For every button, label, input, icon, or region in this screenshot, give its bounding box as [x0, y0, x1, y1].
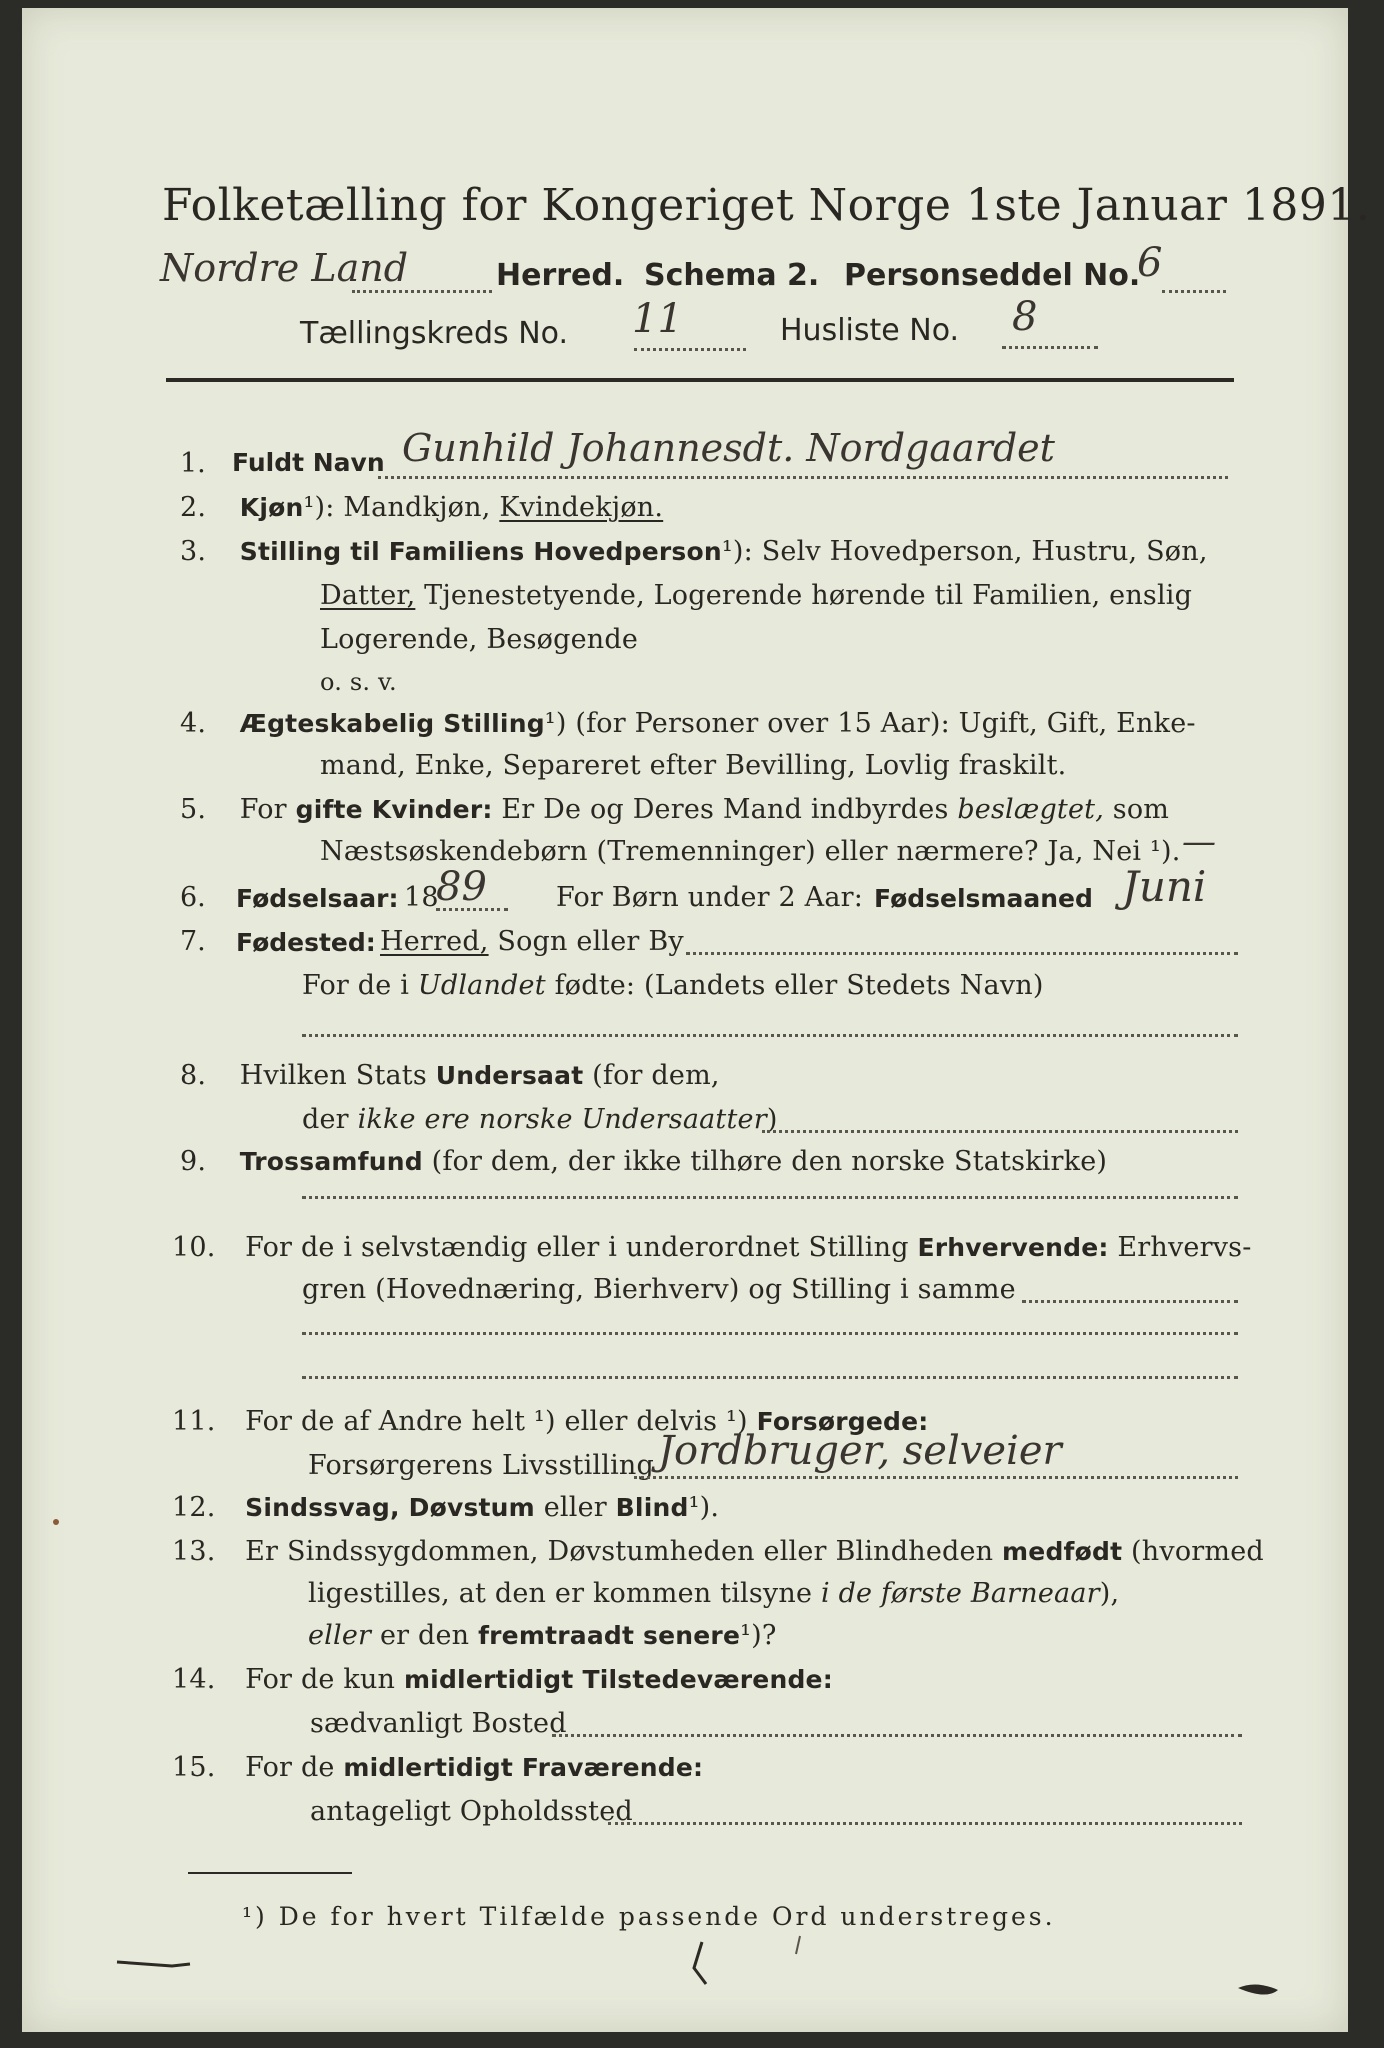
footnote-rule: [188, 1872, 352, 1874]
item-8-line-1-b: (for dem,: [592, 1060, 720, 1091]
item-13-line-2-italic: i de første Barneaar: [820, 1578, 1100, 1609]
item-11-label: Forsørgede:: [756, 1407, 929, 1436]
item-12: [172, 1492, 719, 1523]
provider-occupation-handwritten: Jordbruger, selveier: [658, 1428, 1062, 1474]
item-3-line-1: [180, 536, 1208, 567]
item-14-dotted-line: [552, 1734, 1242, 1737]
item-11-line-2: Forsørgerens Livsstilling: [308, 1450, 655, 1481]
item-9-rest: (for dem, der ikke tilhøre den norske Statskirke): [431, 1146, 1108, 1177]
item-2-sup: ¹: [303, 492, 315, 523]
item-15-label: midlertidigt Fraværende:: [343, 1753, 704, 1782]
item-10-blank-line-2: [302, 1332, 1238, 1335]
item-3-line-2-rest: Tjenestetyende, Logerende hørende til Familien, enslig: [424, 580, 1193, 611]
taellingskreds-label: Tællingskreds No.: [300, 316, 568, 351]
item-8-line-1: [180, 1060, 720, 1091]
item-8-line-1-a: Hvilken Stats: [239, 1060, 427, 1091]
item-11-number: 11.: [172, 1406, 216, 1437]
item-6-middle: For Børn under 2 Aar:: [556, 882, 864, 913]
item-5-answer-handwritten: —: [1182, 822, 1216, 862]
item-3-number: 3.: [180, 536, 207, 567]
item-4-line-2: mand, Enke, Separeret efter Bevilling, Lovlig fraskilt.: [320, 750, 1067, 781]
item-5-prefix: For: [239, 794, 287, 825]
birth-year-handwritten: 89: [436, 864, 487, 910]
item-8-dotted-line: [762, 1130, 1238, 1133]
item-5-line-1: [180, 794, 1169, 825]
item-9-line-1: [180, 1146, 1107, 1177]
ink-mark-center: [694, 1942, 706, 1984]
item-10-number: 10.: [172, 1232, 216, 1263]
item-9-label: Trossamfund: [239, 1147, 423, 1176]
item-3-line-3: Logerende, Besøgende: [320, 624, 638, 655]
item-4-number: 4.: [180, 708, 207, 739]
husliste-handwritten: 8: [1012, 294, 1038, 340]
herred-handwritten: Nordre Land: [160, 246, 409, 290]
item-12-number: 12.: [172, 1492, 216, 1523]
herred-label: Herred.: [496, 258, 625, 293]
taellingskreds-handwritten: 11: [632, 296, 683, 342]
item-3-line-1-rest: ¹): Selv Hovedperson, Hustru, Søn,: [721, 536, 1208, 567]
personseddel-label: Personseddel No.: [844, 258, 1141, 293]
item-10-dotted-line-1: [1022, 1300, 1238, 1303]
item-1-number: 1.: [180, 448, 206, 479]
item-2-answer-underlined: Kvindekjøn.: [499, 492, 664, 523]
item-5-label: gifte Kvinder:: [295, 795, 493, 824]
item-3-line-4: o. s. v.: [320, 668, 397, 696]
taellingskreds-dotted-line: [634, 348, 746, 351]
item-5-line-1-rest: Er De og Deres Mand indbyrdes: [501, 794, 949, 825]
item-4-line-1: [180, 708, 1196, 739]
item-13-label: medfødt: [1002, 1537, 1123, 1566]
item-8-line-2-b: ): [766, 1104, 778, 1135]
schema-label: Schema 2.: [644, 258, 820, 293]
item-13-line-3-b: ¹)?: [740, 1620, 777, 1651]
item-3-label: Stilling til Familiens Hovedperson: [239, 537, 722, 566]
item-5-number: 5.: [180, 794, 207, 825]
item-7-line-2-italic: Udlandet: [417, 970, 546, 1001]
item-7-line-2-b: fødte: (Landets eller Stedets Navn): [554, 970, 1044, 1001]
item-8-line-2-italic: ikke ere norske Undersaatter: [357, 1104, 767, 1135]
item-13-line-2-a: ligestilles, at den er kommen tilsyne: [308, 1578, 813, 1609]
item-13-line-3-italic: eller: [308, 1620, 372, 1651]
item-14-line-2: sædvanligt Bosted: [310, 1708, 567, 1739]
item-6-year-prefix: 18: [404, 882, 439, 913]
item-13-line-3-label: fremtraadt senere: [478, 1621, 741, 1650]
ink-mark-tick: [796, 1936, 800, 1954]
item-2-rest: ): Mandkjøn,: [314, 492, 491, 523]
item-13-line-1-a: Er Sindssygdommen, Døvstumheden eller Blindheden: [245, 1536, 994, 1567]
full-name-handwritten: Gunhild Johannesdt. Nordgaardet: [402, 426, 1055, 470]
item-8-line-2-a: der: [302, 1104, 349, 1135]
item-10-line-1-a: For de i selvstændig eller i underordnet Stilling: [245, 1232, 909, 1263]
item-3-answer-underlined: Datter,: [320, 580, 416, 611]
item-13-line-3-a: er den: [379, 1620, 470, 1651]
item-15-number: 15.: [172, 1752, 216, 1783]
item-6-label: Fødselsaar:: [236, 884, 399, 913]
item-9-blank-line: [302, 1196, 1238, 1199]
item-14-label: midlertidigt Tilstedeværende:: [403, 1665, 833, 1694]
item-10-line-2: gren (Hovednæring, Bierhverv) og Stilling i samme: [302, 1274, 1016, 1305]
personseddel-dotted-line: [1162, 290, 1226, 293]
ink-marks: [22, 8, 1348, 2032]
item-8-line-2: [302, 1104, 778, 1135]
item-12-rest: eller: [543, 1492, 607, 1523]
item-2-number: 2.: [180, 492, 207, 523]
item-5-italic: beslægtet,: [957, 794, 1104, 825]
item-6-year-dotted-line: [436, 908, 508, 911]
item-10-line-1: [172, 1232, 1252, 1263]
item-6-number: 6.: [180, 882, 206, 913]
item-11-line-1-a: For de af Andre helt ¹) eller delvis ¹): [245, 1406, 748, 1437]
item-2-label: Kjøn: [239, 493, 304, 522]
item-10-label: Erhvervende:: [917, 1233, 1109, 1262]
husliste-label: Husliste No.: [780, 313, 960, 348]
item-10-line-1-b: Erhvervs-: [1117, 1232, 1252, 1263]
birth-month-handwritten: Juni: [1122, 862, 1207, 911]
item-8-label: Undersaat: [435, 1061, 584, 1090]
header-rule: [166, 378, 1234, 382]
item-14-line-1-a: For de kun: [245, 1664, 396, 1695]
item-7-rest: [380, 926, 684, 957]
herred-dotted-line: [352, 290, 492, 293]
item-12-label: Sindssvag, Døvstum: [245, 1493, 535, 1522]
item-7-dotted-line: [686, 952, 1238, 955]
item-13-line-1-b: (hvormed: [1131, 1536, 1264, 1567]
item-13-line-3: [308, 1620, 777, 1651]
item-7-line-2-a: For de i: [302, 970, 410, 1001]
item-7-label: Fødested:: [236, 928, 376, 957]
item-13-line-2: [308, 1578, 1119, 1609]
census-form-page: [22, 8, 1371, 2032]
ink-smudge-right: [1238, 1984, 1278, 1994]
item-5-line-2: Næstsøskendebørn (Tremenninger) eller nærmere? Ja, Nei ¹).: [320, 836, 1181, 867]
item-4-line-1-rest: ¹) (for Personer over 15 Aar): Ugift, Gift, Enke-: [544, 708, 1196, 739]
item-11-dotted-line: [634, 1476, 1238, 1479]
item-7-blank-line: [302, 1034, 1238, 1037]
item-15-line-2: antageligt Opholdssted: [310, 1796, 633, 1827]
item-15-line-1-a: For de: [245, 1752, 335, 1783]
item-1-label: Fuldt Navn: [232, 448, 385, 477]
item-13-line-2-b: ),: [1099, 1578, 1120, 1609]
item-7-answer-underlined: Herred,: [380, 926, 489, 957]
item-15-line-1: [172, 1752, 703, 1783]
item-8-number: 8.: [180, 1060, 207, 1091]
item-6-label-2: Fødselsmaaned: [874, 884, 1093, 913]
item-7-number: 7.: [180, 926, 206, 957]
item-14-line-1: [172, 1664, 833, 1695]
item-4-label: Ægteskabelig Stilling: [239, 709, 545, 738]
item-15-dotted-line: [608, 1822, 1242, 1825]
item-12-end: ¹).: [688, 1492, 720, 1523]
ink-dot: [53, 1519, 59, 1525]
ink-mark-left: [117, 1962, 190, 1966]
item-3-line-2: [320, 580, 1192, 611]
item-9-number: 9.: [180, 1146, 207, 1177]
item-12-label-2: Blind: [615, 1493, 689, 1522]
item-14-number: 14.: [172, 1664, 216, 1695]
item-7-line-2: [302, 970, 1044, 1001]
husliste-dotted-line: [1002, 346, 1098, 349]
item-13-line-1: [172, 1536, 1264, 1567]
form-title: Folketælling for Kongeriget Norge 1ste Januar 1891.: [162, 180, 1371, 231]
personseddel-handwritten: 6: [1137, 240, 1163, 286]
item-2: [180, 492, 663, 523]
item-10-blank-line-3: [302, 1376, 1238, 1379]
item-7-rest-text: Sogn eller By: [497, 926, 684, 957]
item-1-dotted-line: [378, 476, 1228, 479]
item-13-number: 13.: [172, 1536, 216, 1567]
item-5-line-1-end: som: [1112, 794, 1170, 825]
footnote-text: ¹) De for hvert Tilfælde passende Ord understreges.: [242, 1902, 1056, 1931]
